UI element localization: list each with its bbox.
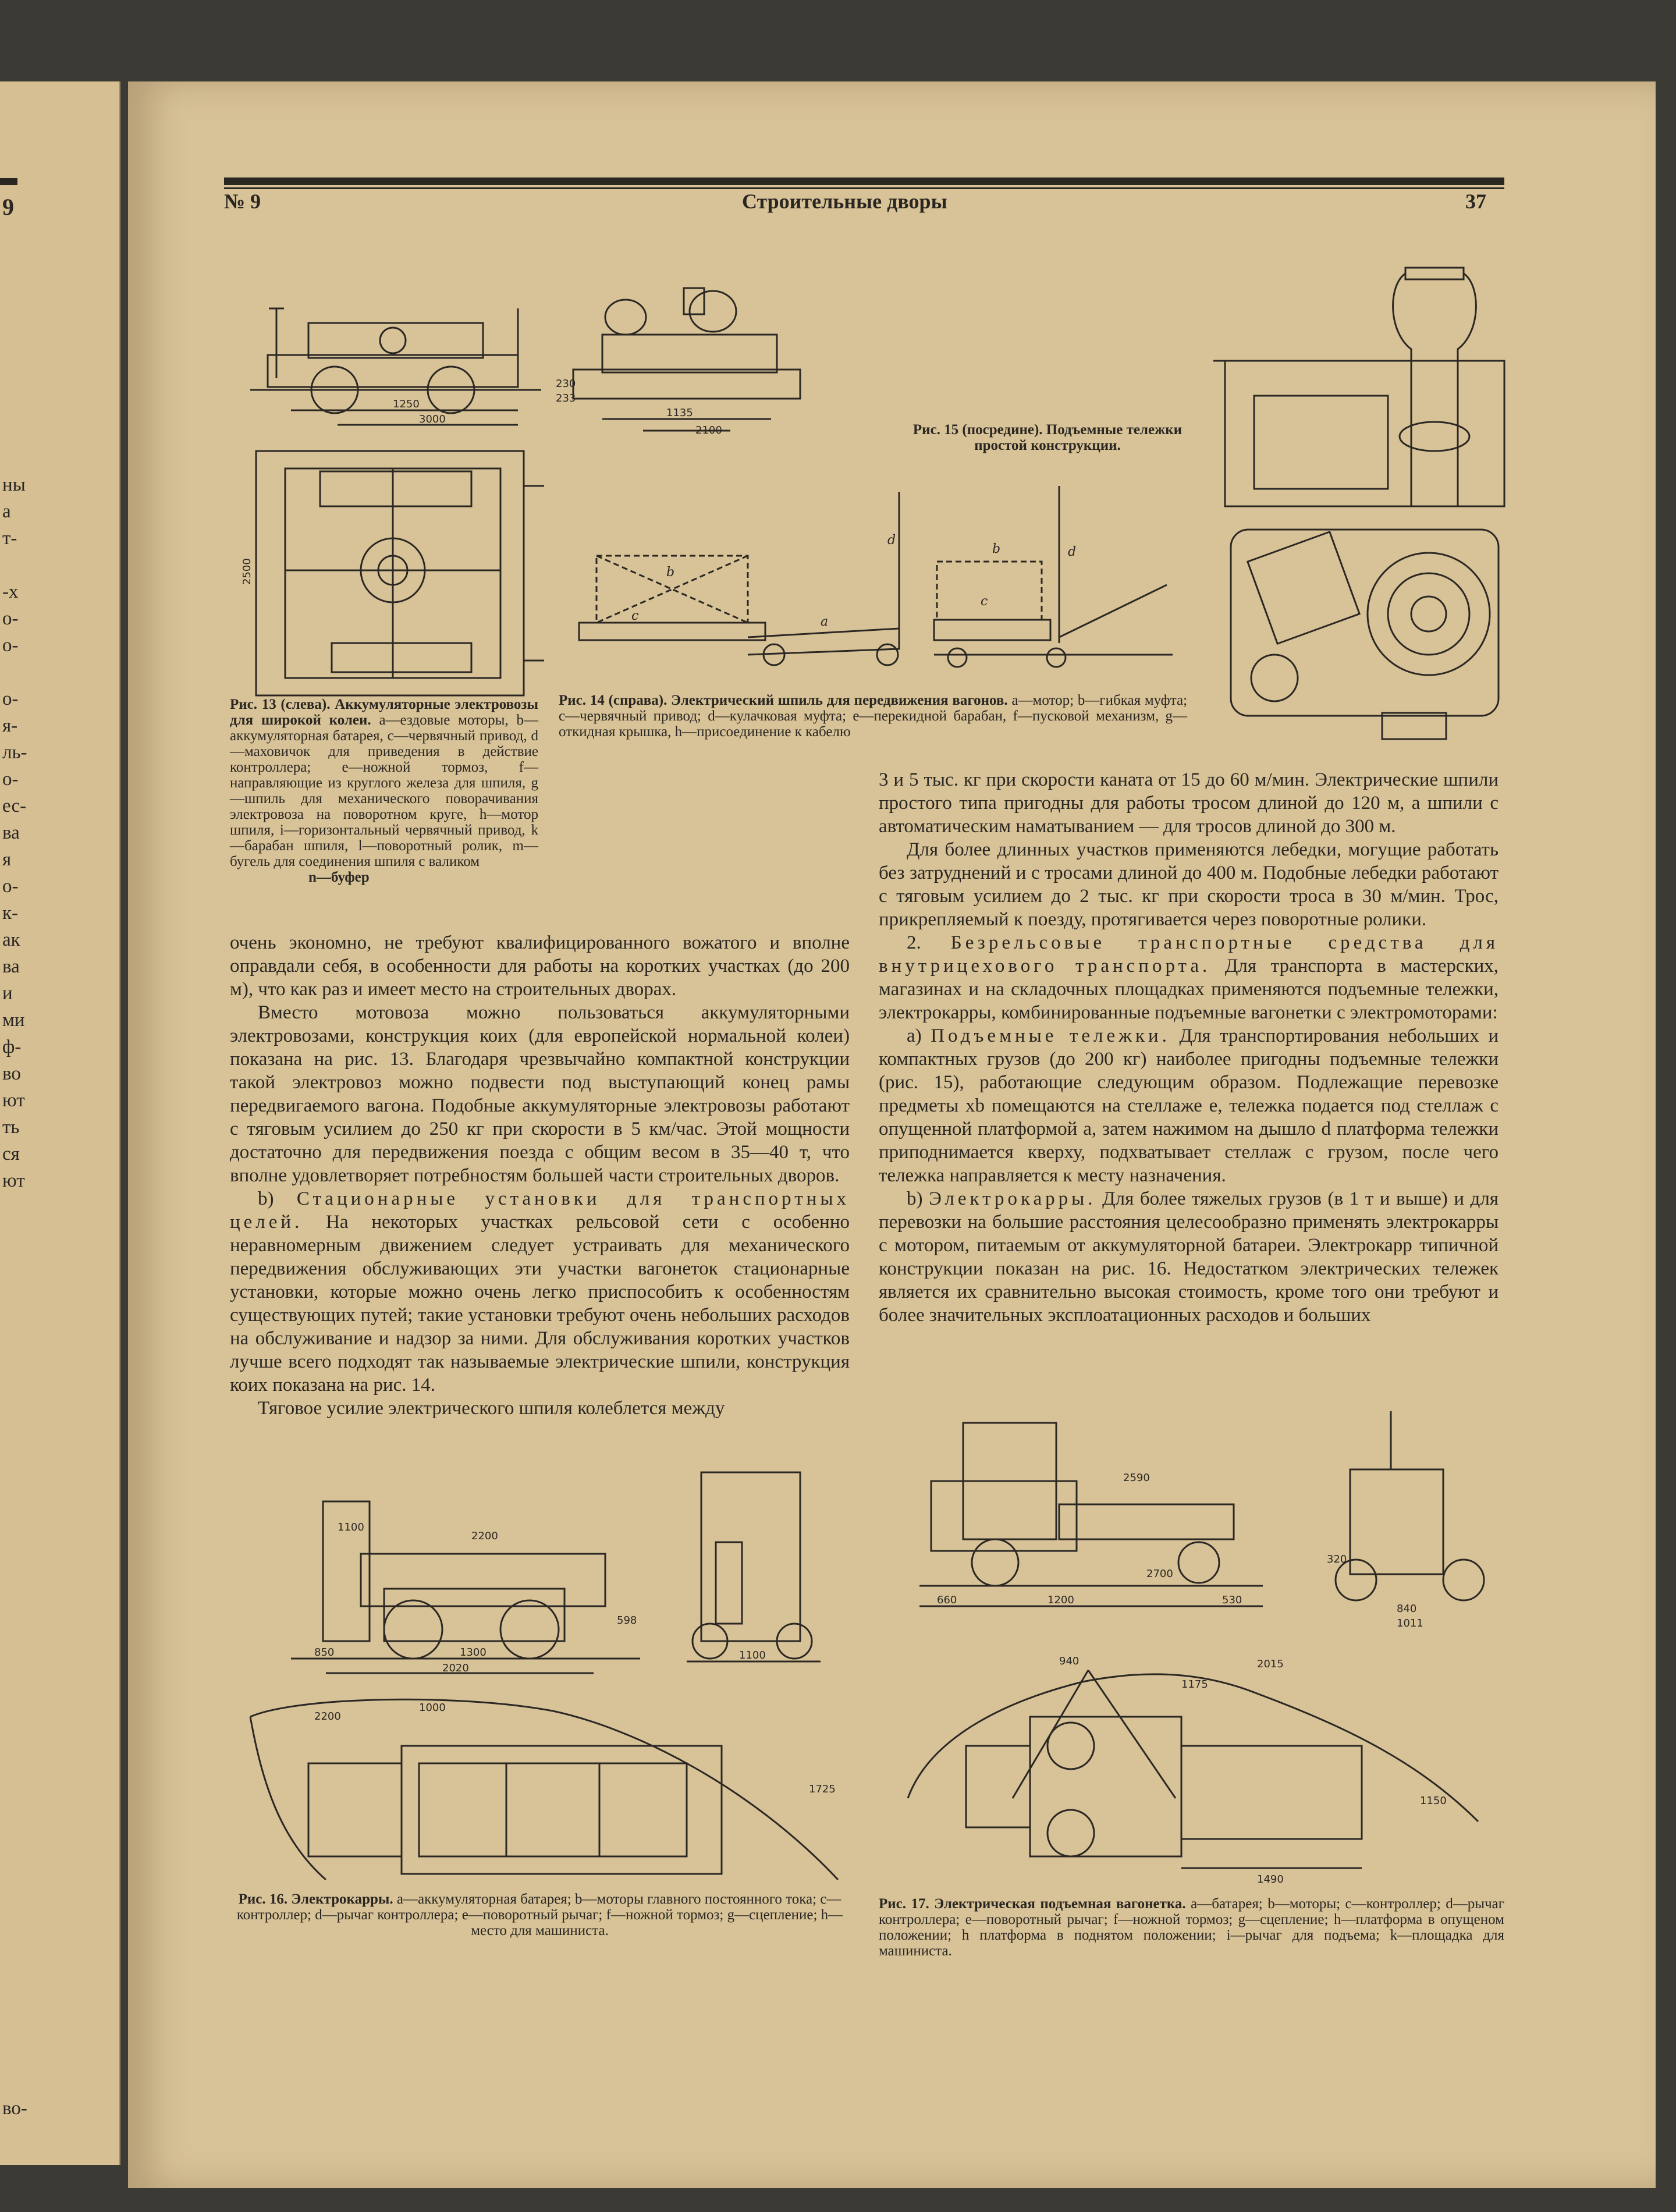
svg-text:2020: 2020: [442, 1662, 469, 1674]
left-paragraph-1: очень экономно, не требуют квалифицированного вожатого и вполне оправдали себя, в особенности для работы на коротких участках (до 200 м), что как раз и имеет место на строительных дворах.: [230, 932, 850, 1000]
previous-page-fragment: ми: [2, 1010, 25, 1031]
fig16-side-views: [268, 1455, 850, 1682]
svg-text:230: 230: [556, 378, 576, 390]
issue-number: № 9: [224, 190, 261, 213]
previous-page-bottom-fragment: во-: [2, 2098, 27, 2119]
previous-page-fragment: т-: [2, 528, 17, 549]
right-section-a: a) Подъемные тележки. Для транспортирования небольших и компактных грузов (до 200 кг) наиболее пригодны подъемные тележки (рис. 15), работающие следующим образом. Подлежащие перевозке предметы xb помещаются на стеллаже e, тележка подается под стеллаж с опущенной платформой a, затем нажимом на дышло d платформа тележки приподнимается кверху, подхватывает стеллаж с грузом, после чего тележка направляется к месту назначения.: [879, 1025, 1499, 1186]
previous-page-fragment: ес-: [2, 796, 27, 816]
svg-text:1150: 1150: [1420, 1795, 1447, 1807]
svg-text:660: 660: [937, 1594, 957, 1606]
svg-text:1135: 1135: [666, 407, 693, 419]
fig14-caption: [559, 693, 1187, 740]
right-section-2-heading: Безрельсовые транспортные средства для внутрицехового транспорта.: [879, 932, 1499, 977]
fig17-side-views: [896, 1388, 1507, 1644]
svg-text:3000: 3000: [419, 413, 446, 425]
fig17-plan-view: [896, 1647, 1507, 1891]
fig16-caption: [230, 1891, 850, 1938]
fig17-caption-title: Рис. 17. Электрическая подъемная вагонетка.: [879, 1896, 1186, 1912]
left-section-b-heading: Стационарные установки для транспортных целей.: [230, 1188, 850, 1233]
right-paragraph-1: 3 и 5 тыс. кг при скорости каната от 15 до 60 м/мин. Электрические шпили простого типа пригодны для работы тросом длиной до 120 м, а шпили с автоматическим наматыванием — для тросов длиной до 300 м.: [879, 769, 1499, 837]
right-paragraph-2: Для более длинных участков применяются лебедки, могущие работать без затруднений и с тросами длиной до 400 м. Подобные лебедки работают с тяговым усилием до 2 тыс. кг при скорости троса в 30 м/мин. Трос, прикрепляемый к поезду, протягивается через поворотные ролики.: [879, 839, 1499, 930]
previous-page-strip: [0, 81, 120, 2165]
fig14-capstan-drawing: [556, 276, 818, 436]
page-number: 37: [1465, 190, 1486, 213]
fig13-side-view: [244, 285, 547, 431]
svg-text:940: 940: [1059, 1655, 1080, 1667]
previous-page-fragment: я-: [2, 715, 18, 736]
previous-page-fragment: о-: [2, 688, 19, 709]
svg-text:2200: 2200: [314, 1710, 341, 1723]
svg-text:840: 840: [1397, 1603, 1417, 1615]
previous-page-fragment: ют: [2, 1170, 25, 1191]
svg-text:d: d: [1068, 545, 1077, 559]
previous-page-fragment: ть: [2, 1117, 20, 1138]
svg-text:598: 598: [617, 1614, 637, 1627]
svg-text:1490: 1490: [1257, 1873, 1284, 1886]
previous-page-fragment: а: [2, 501, 11, 522]
svg-text:2200: 2200: [471, 1530, 498, 1542]
fig17-caption: [879, 1896, 1504, 1959]
previous-page-fragment: ва: [2, 822, 20, 843]
svg-text:b: b: [992, 542, 1001, 556]
previous-page-fragment: ль-: [2, 742, 27, 763]
svg-text:d: d: [887, 533, 896, 548]
right-column: [879, 768, 1499, 1327]
svg-text:c: c: [981, 594, 988, 609]
svg-text:b: b: [666, 565, 675, 580]
svg-text:a: a: [821, 615, 829, 629]
fig13-caption-last: n—буфер: [308, 869, 370, 885]
previous-page-fragment: и: [2, 983, 13, 1004]
right-section-a-heading: Подъемные тележки.: [931, 1025, 1170, 1046]
fig16-caption-title: Рис. 16. Электрокарры.: [238, 1891, 393, 1907]
fig13-caption-title: Рис. 13 (слева). Аккумуляторные электровозы для широкой колеи.: [230, 697, 538, 728]
svg-text:320: 320: [1327, 1553, 1347, 1565]
right-section-b: b) Электрокарры. Для более тяжелых грузов (в 1 т и выше) и для перевозки на большие расстояния целесообразно применять электрокарры с мотором, питаемым от аккумуляторной батареи. Электрокарр типичной конструкции показан на рис. 16. Недостатком электрических тележек является их сравнительно высокая стоимость, кроме того они требуют и более значительных эксплоатационных расходов и больших: [879, 1188, 1499, 1326]
previous-page-fragment: о-: [2, 769, 19, 790]
fig13-caption: [230, 697, 538, 885]
svg-text:1200: 1200: [1048, 1594, 1074, 1606]
previous-page-fragment: ак: [2, 929, 20, 950]
previous-page-fragment: ют: [2, 1090, 25, 1111]
svg-text:233: 233: [556, 392, 576, 404]
svg-text:c: c: [631, 609, 639, 623]
left-last-paragraph: Тяговое усилие электрического шпиля колеблется между: [258, 1398, 725, 1419]
right-section-2: 2. Безрельсовые транспортные средства для внутрицехового транспорта. Для транспорта в мастерских, магазинах и на складочных площадках применяются подъемные тележки, электрокарры, комбинированные подъемные вагонетки с электромоторами:: [879, 932, 1499, 1023]
previous-page-fragment: -х: [2, 581, 19, 602]
previous-page-fragment: во: [2, 1063, 21, 1084]
svg-text:2015: 2015: [1257, 1658, 1284, 1670]
svg-text:1250: 1250: [393, 398, 420, 410]
previous-page-fragment: ва: [2, 956, 20, 977]
header-rule-thick: [224, 177, 1504, 185]
svg-text:530: 530: [1222, 1594, 1242, 1606]
svg-text:1725: 1725: [809, 1783, 836, 1795]
previous-page-fragment: о-: [2, 635, 19, 656]
previous-page-fragment: о-: [2, 608, 19, 629]
svg-text:2500: 2500: [241, 558, 253, 585]
previous-page-header-rule: [0, 178, 17, 185]
previous-page-fragment: я: [2, 849, 12, 870]
previous-page-fragment: ся: [2, 1144, 20, 1164]
svg-text:1175: 1175: [1181, 1678, 1208, 1691]
fig15-lifting-trolleys: [573, 480, 1184, 675]
fig16-plan-view: [227, 1693, 850, 1886]
fig16-caption-body: a—аккумуляторная батарея; b—моторы главного постоянного тока; c—контроллер; d—рычаг контроллера; e—поворотный рычаг; f—ножной тормоз; g—сцепление; h—место для машиниста.: [236, 1891, 843, 1938]
svg-text:1100: 1100: [739, 1649, 766, 1661]
svg-text:1100: 1100: [338, 1521, 364, 1533]
left-column: [230, 931, 850, 1420]
previous-page-number: 9: [2, 194, 14, 220]
fig15-caption: Рис. 15 (посредине). Подъемные тележки простой конструкции.: [912, 422, 1183, 453]
fig14-capstan-section: [1213, 262, 1504, 524]
fig17-caption-body: a—батарея; b—моторы; c—контроллер; d—рычаг контроллера; e—поворотный рычаг; f—ножной тормоз; g—сцепление; h—платформа в опущеном положении; h платформа в поднятом положении; i—рычаг для подъема; k—площадка для машиниста.: [879, 1896, 1504, 1959]
fig13-caption-body: a—ездовые моторы, b—аккумуляторная батарея, c—червячный привод, d—маховичок для приведения в действие контроллера; e—ножной тормоз, f—направляющие из круглого железа для шпиля, g—шпиль для механического поворачивания электровоза на поворотном круге, h—мотор шпиля, i—горизонтальный червячный привод, k—барабан шпиля, l—поворотный ролик, m—бугель для соединения шпиля с валиком: [230, 712, 538, 869]
svg-text:1011: 1011: [1397, 1617, 1423, 1629]
previous-page-fragment: о-: [2, 876, 19, 897]
fig13-plan-view: [241, 445, 547, 701]
svg-text:2700: 2700: [1146, 1568, 1173, 1580]
previous-page-fragment: к-: [2, 903, 19, 924]
svg-text:1300: 1300: [460, 1646, 487, 1659]
svg-text:1000: 1000: [419, 1702, 446, 1714]
fig14-capstan-plan: [1225, 527, 1504, 742]
svg-text:2100: 2100: [695, 424, 722, 436]
svg-text:2590: 2590: [1123, 1472, 1150, 1484]
svg-text:850: 850: [314, 1646, 335, 1659]
left-section-b: b) Стационарные установки для транспортных целей. На некоторых участках рельсовой сети с особенно неравномерным движением следует устраивать для механического передвижения обслуживающих эти участки вагонеток стационарные установки, которые можно очень легко приспособить к особенностям существующих путей; такие установки требуют очень небольших расходов на обслуживание и надзор за ними. Для обслуживания коротких участков лучше всего подходят так называемые электрические шпили, конструкция коих показана на рис. 14.: [230, 1188, 850, 1396]
left-paragraph-2: Вместо мотовоза можно пользоваться аккумуляторными электровозами, конструкция коих (для европейской нормальной колеи) показана на рис. 13. Благодаря чрезвычайно компактной конструкции такой электровоз можно подвести под выступающий конец рамы передвигаемого вагона. Подобные аккумуляторные электровозы работают с тяговым усилием до 250 кг при скорости в 5 км/час. Этой мощности достаточно для передвижения поезда с общим весом в 35—40 т, что вполне удовлетворяет потребностям большей части строительных дворов.: [230, 1002, 850, 1186]
right-section-b-heading: Электрокарры.: [929, 1188, 1096, 1209]
fig14-caption-body: a—мотор; b—гибкая муфта; c—червячный привод; d—кулачковая муфта; e—перекидной барабан, f—пусковой механизм, g—откидная крышка, h—присоединение к кабелю: [559, 693, 1188, 740]
previous-page-fragment: ф-: [2, 1036, 22, 1057]
running-title: Строительные дворы: [742, 190, 947, 213]
fig14-caption-title: Рис. 14 (справа). Электрический шпиль для передвижения вагонов.: [559, 693, 1008, 708]
previous-page-fragment: ны: [2, 474, 26, 495]
